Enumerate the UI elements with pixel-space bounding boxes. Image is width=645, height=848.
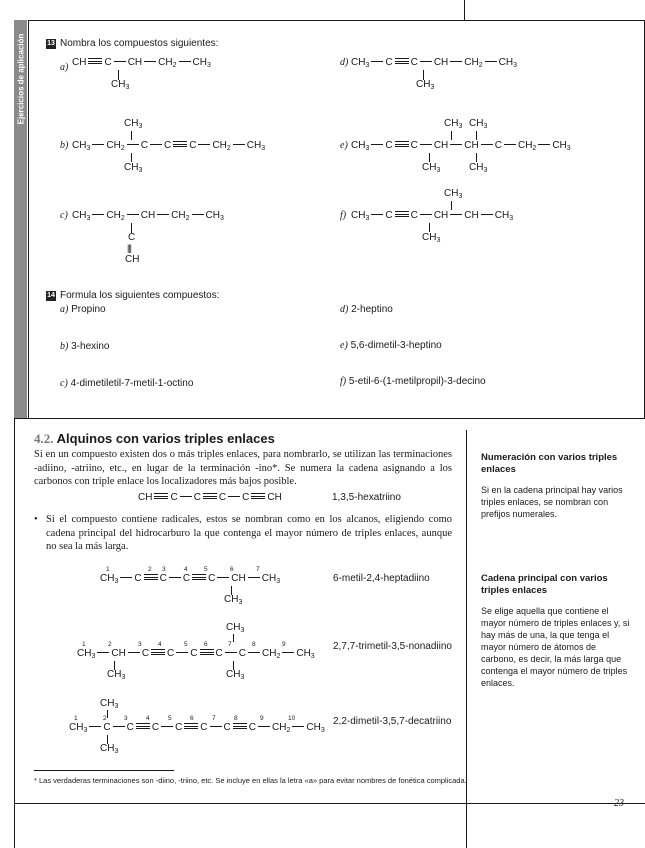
section-heading [34,431,275,447]
section-title: Alquinos con varios triples enlaces [56,431,275,446]
formula-hexatriino: CH C C C C CH [138,492,282,503]
exercise-number-badge: 14 [47,292,55,299]
compound-a [60,57,68,75]
page-number: 23 [614,798,624,809]
exercise-box-left [28,20,29,418]
side-note-2-title: Cadena principal con varios triples enlaces [481,573,608,596]
exercise-14-heading [46,290,220,301]
section-bullet: • Si el compuesto contiene radicales, estos se nombran como en los alcanos, eligiendo como cadena principal del hidrocarburo la que contenga el mayor número de triples enlaces, aunque no sea la más larga. [34,514,452,552]
ex14-item-c: c) 4-dimetiletil-7-metil-1-octino [60,378,194,389]
example-1-name: 6-metil-2,4-heptadiino [333,573,430,584]
example-3-name: 2,2-dimetil-3,5,7-decatriino [333,716,452,727]
side-note-2 [481,573,631,689]
section-number: 4.2. [34,431,54,446]
ex14-item-f: f) 5-etil-6-(1-metilpropil)-3-decino [340,376,486,387]
label-c: c) [60,210,68,221]
formula-e: $CH_3$ C C CH CH C $CH_2$ $CH_3$ [351,140,571,152]
left-margin-rule [14,418,15,848]
footnote-rule [34,770,174,771]
exercise-13-title: Nombra los compuestos siguientes: [60,38,219,49]
bottom-rule [14,803,645,804]
side-note-1 [481,452,631,520]
ex14-item-e: e) 5,6-dimetil-3-heptino [340,340,442,351]
side-note-1-title: Numeración con varios triples enlaces [481,452,618,475]
section-paragraph: Si en un compuesto existen dos o más triples enlaces, para nombrarlo, se utilizan las terminaciones -adiino, -atriino, etc., en lugar de la terminación -ino*. Se numera la cadena asignando a los carbonos con triple enlace los localizadores más bajos posible. [34,449,452,487]
ex14-item-d: d) 2-heptino [340,304,393,315]
label-f: f) [340,210,347,221]
side-note-1-text: Si en la cadena principal hay varios triples enlaces, se nombran con prefijos numerales. [481,485,623,519]
sidebar-tab-label: Ejercicios de aplicación [16,33,25,125]
exercise-number-badge: 13 [47,40,55,47]
label-b: b) [60,140,69,151]
exercise-box-bottom [14,418,645,419]
formula-d: $CH_3$ C C CH $CH_2$ $CH_3$ [351,57,517,69]
formula-c: $CH_3$ $CH_2$ CH $CH_2$ $CH_3$ [72,210,224,222]
column-divider [466,430,467,848]
footnote: * Las verdaderas terminaciones son -diino, -triino, etc. Se incluye en ellas la letra «a» para evitar nombres de fonética complicada. [34,776,467,785]
ex14-item-b: b) 3-hexino [60,341,110,352]
formula-b: $CH_3$ $CH_2$ C C C $CH_2$ $CH_3$ [72,140,266,152]
exercise-box-top [28,20,644,21]
exercise-13-heading [46,38,218,49]
label-e: e) [340,140,348,151]
ex14-item-a: a) Propino [60,304,106,315]
name-hexatriino: 1,3,5-hexatriino [332,492,401,503]
label-a: a) [60,62,69,73]
top-center-rule [464,0,465,20]
formula-a: CH C CH $CH_2$ $CH_3$ [72,57,211,69]
side-note-2-text: Se elige aquella que contiene el mayor número de triples enlaces y, si hay más de una, la que tenga el mayor número de átomos de carbono, es decir, la más larga que contenga el mayor número de triples enlaces. [481,606,630,688]
formula-f: $CH_3$ C C CH CH $CH_3$ [351,210,514,222]
example-2-name: 2,7,7-trimetil-3,5-nonadiino [333,641,452,652]
exercise-14-title: Formula los siguientes compuestos: [60,290,220,301]
label-d: d) [340,57,349,68]
